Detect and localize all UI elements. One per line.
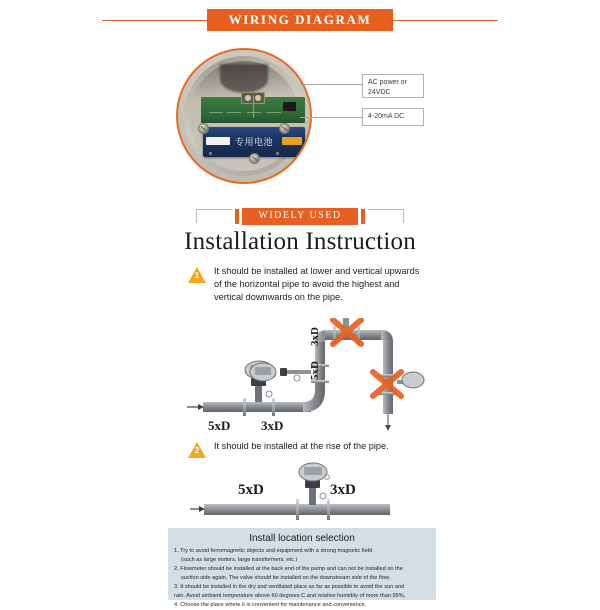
warning-triangle-icon xyxy=(188,267,206,283)
wiring-diagram-banner xyxy=(0,6,600,34)
callout-signal-output: 4-20mA DC xyxy=(362,108,424,126)
install-location-line: 4. Choose the place where it is convenient for maintenance and convenience. xyxy=(174,601,367,608)
pipe-diagram-incorrect-installations xyxy=(185,318,425,438)
page-title: Installation Instruction xyxy=(184,228,416,255)
wiring-photo xyxy=(168,44,348,186)
instruction-text: It should be installed at the rise of the pipe. xyxy=(214,441,389,451)
widely-used-row xyxy=(0,206,600,226)
widely-used-badge: WIDELY USED xyxy=(242,208,357,225)
install-location-panel xyxy=(168,528,436,608)
install-location-line: suction side again. The valve should be installed on the downstream side of the flow. xyxy=(181,574,391,581)
install-location-line: 3. It should be installed in the dry and ventilated place as far as possible to avoid the sun and xyxy=(174,583,405,590)
install-location-line: rain. Avoid ambient temperature above 60 degrees C and relative humidity of more than 95%, xyxy=(174,592,406,599)
diagram1-label-3xd-mid: 3xD xyxy=(261,418,284,433)
screw-icon xyxy=(249,153,260,164)
diagram2-label-3xd: 3xD xyxy=(330,482,356,498)
install-location-line: 2. Flowmeter should be installed at the back end of the pump and can not be installed on the xyxy=(174,565,403,572)
instruction-number: 2 xyxy=(194,446,200,455)
housing-shadow xyxy=(220,64,268,93)
instruction-text: It should be installed at lower and vertical upwards of the horizontal pipe to avoid the highest and vertical downwards on the pipe. xyxy=(214,266,420,303)
screw-icon xyxy=(198,123,209,134)
install-location-line: (such as large motors, large transformers, etc.) xyxy=(181,556,298,563)
flowmeter-housing-circle xyxy=(176,48,312,184)
tick-left xyxy=(235,209,239,224)
banner-title: WIRING DIAGRAM xyxy=(207,9,394,31)
banner-line-left xyxy=(102,20,207,21)
instruction-item-2 xyxy=(188,440,428,458)
bracket-right xyxy=(368,209,404,223)
tick-right xyxy=(361,209,365,224)
instruction-number: 1 xyxy=(194,271,200,280)
diagram1-label-3xd-vert: 3xD xyxy=(309,327,321,346)
chip-icon xyxy=(283,102,296,111)
banner-line-right xyxy=(393,20,498,21)
callout-leader-signal xyxy=(300,117,362,118)
instruction-item-1 xyxy=(188,265,428,304)
diagram1-label-5xd-vert: 5xD xyxy=(309,361,321,380)
callout-ac-power: AC power or 24VDC xyxy=(362,74,424,98)
callout-leader-power xyxy=(300,84,362,85)
housing-face xyxy=(189,61,299,171)
diagram2-label-5xd: 5xD xyxy=(238,482,264,498)
install-location-title: Install location selection xyxy=(249,533,355,544)
diagram1-label-5xd-left: 5xD xyxy=(208,418,231,433)
warning-triangle-icon xyxy=(188,442,206,458)
screw-icon xyxy=(279,123,290,134)
callout-vertical-marker xyxy=(253,96,254,118)
pipe-diagram-correct-installation xyxy=(190,462,420,524)
housing-dot xyxy=(276,152,279,155)
battery-label: 专用电池 xyxy=(234,138,273,148)
bracket-left xyxy=(196,209,232,223)
install-location-line: 1. Try to avoid ferromagnetic objects and equipment with a strong magnetic field xyxy=(174,548,373,554)
housing-dot xyxy=(209,152,212,155)
